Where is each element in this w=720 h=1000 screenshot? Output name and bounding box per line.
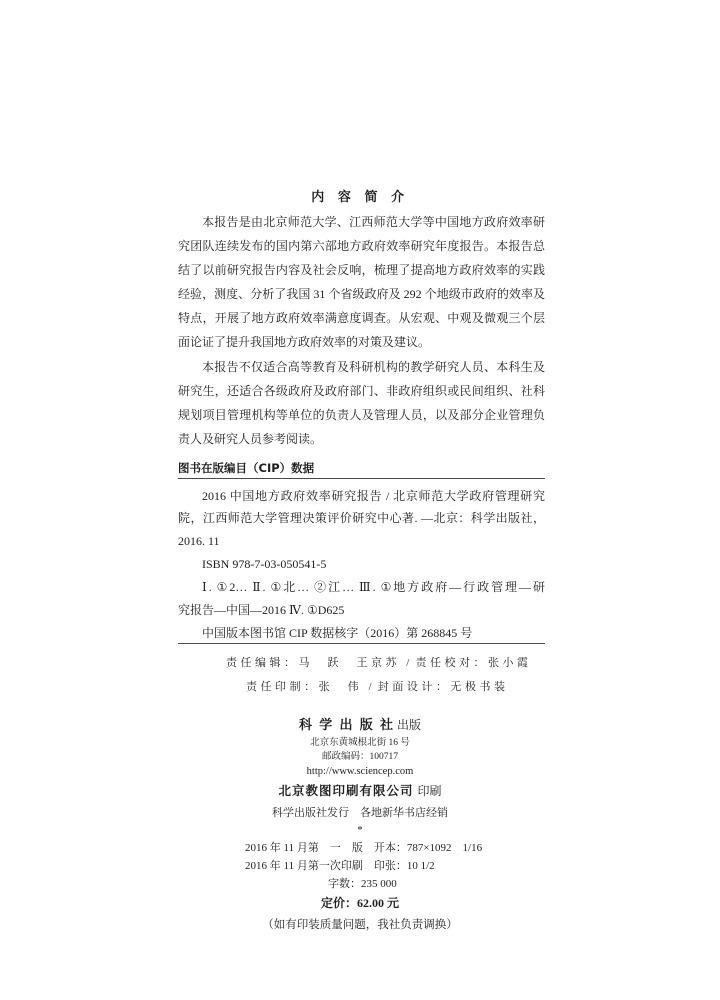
summary-paragraph2-line-4: 责人及研究人员参考阅读。 (178, 432, 323, 446)
cip-classification-line-1: Ⅰ. ①2… Ⅱ. ①北… ②江… Ⅲ. ①地方政府—行政管理—研 (202, 580, 545, 594)
distribution-info: 科学出版社发行 各地新华书店经销 (272, 807, 448, 819)
cip-heading: 图书在版编目（CIP）数据 (178, 461, 315, 475)
printer-line (0, 783, 720, 799)
summary-paragraph1-line-3: 结了以前研究报告内容及社会反响，梳理了提高地方政府效率的实践 (178, 263, 545, 277)
cip-line-3: 2016. 11 (178, 534, 220, 548)
quality-notice: （如有印装质量问题，我社负责调换） (262, 919, 458, 931)
summary-paragraph1-line-6: 面论证了提升我国地方政府效率的对策及建议。 (178, 335, 431, 349)
first-edition-info: 2016 年 11 月第 一 版 开本：787×1092 1/16 (245, 842, 483, 854)
cip-line-2: 院，江西师范大学管理决策评价研究中心著. —北京：科学出版社， (178, 511, 545, 525)
printer-action: 印刷 (417, 784, 442, 798)
cip-line-1: 2016 中国地方政府效率研究报告 / 北京师范大学政府管理研究 (202, 489, 545, 503)
cip-isbn: ISBN 978-7-03-050541-5 (202, 557, 327, 571)
summary-paragraph2-line-1: 本报告不仅适合高等教育及科研机构的教学研究人员、本科生及 (202, 360, 545, 374)
cip-bottom-rule (178, 643, 545, 644)
publisher-line (0, 717, 720, 733)
cip-approval-number: 中国版本图书馆 CIP 数据核字（2016）第 268845 号 (202, 626, 473, 640)
summary-paragraph1-line-1: 本报告是由北京师范大学、江西师范大学等中国地方政府效率研 (202, 215, 545, 229)
cip-classification-line-2: 究报告—中国—2016 Ⅳ. ①D625 (178, 603, 345, 617)
summary-title: 内 容 简 介 (311, 190, 409, 205)
publisher-address: 北京东黄城根北街 16 号 (310, 738, 410, 748)
summary-paragraph1-line-4: 经验，测度、分析了我国 31 个省级政府及 292 个地级市政府的效率及 (178, 287, 545, 301)
publisher-action: 出版 (397, 718, 422, 732)
publisher-website: http://www.sciencep.com (306, 766, 414, 777)
summary-paragraph2-line-2: 研究生，还适合各级政府及政府部门、非政府组织或民间组织、社科 (178, 384, 545, 398)
credits-editor-proofreader: 责任编辑：马 跃 王京苏 / 责任校对：张小霞 (226, 657, 528, 669)
separator-star: * (357, 824, 363, 836)
cip-top-rule (178, 478, 545, 479)
first-printing-info: 2016 年 11 月第一次印刷 印张：10 1/2 (245, 860, 435, 872)
printer-name: 北京教图印刷有限公司 (278, 784, 414, 798)
summary-paragraph1-line-5: 特点，开展了地方政府效率满意度调查。从宏观、中观及微观三个层 (178, 311, 545, 325)
summary-paragraph2-line-3: 规划项目管理机构等单位的负责人及管理人员，以及部分企业管理负 (178, 408, 545, 422)
word-count: 字数：235 000 (328, 878, 397, 890)
credits-printing-cover: 责任印制：张 伟 / 封面设计：无极书装 (246, 681, 505, 693)
summary-paragraph1-line-2: 究团队连续发布的国内第六部地方政府效率研究年度报告。本报告总 (178, 239, 545, 253)
publisher-postcode: 邮政编码：100717 (321, 752, 398, 762)
price: 定价：62.00 元 (320, 896, 399, 910)
publisher-name: 科 学 出 版 社 (298, 717, 395, 732)
